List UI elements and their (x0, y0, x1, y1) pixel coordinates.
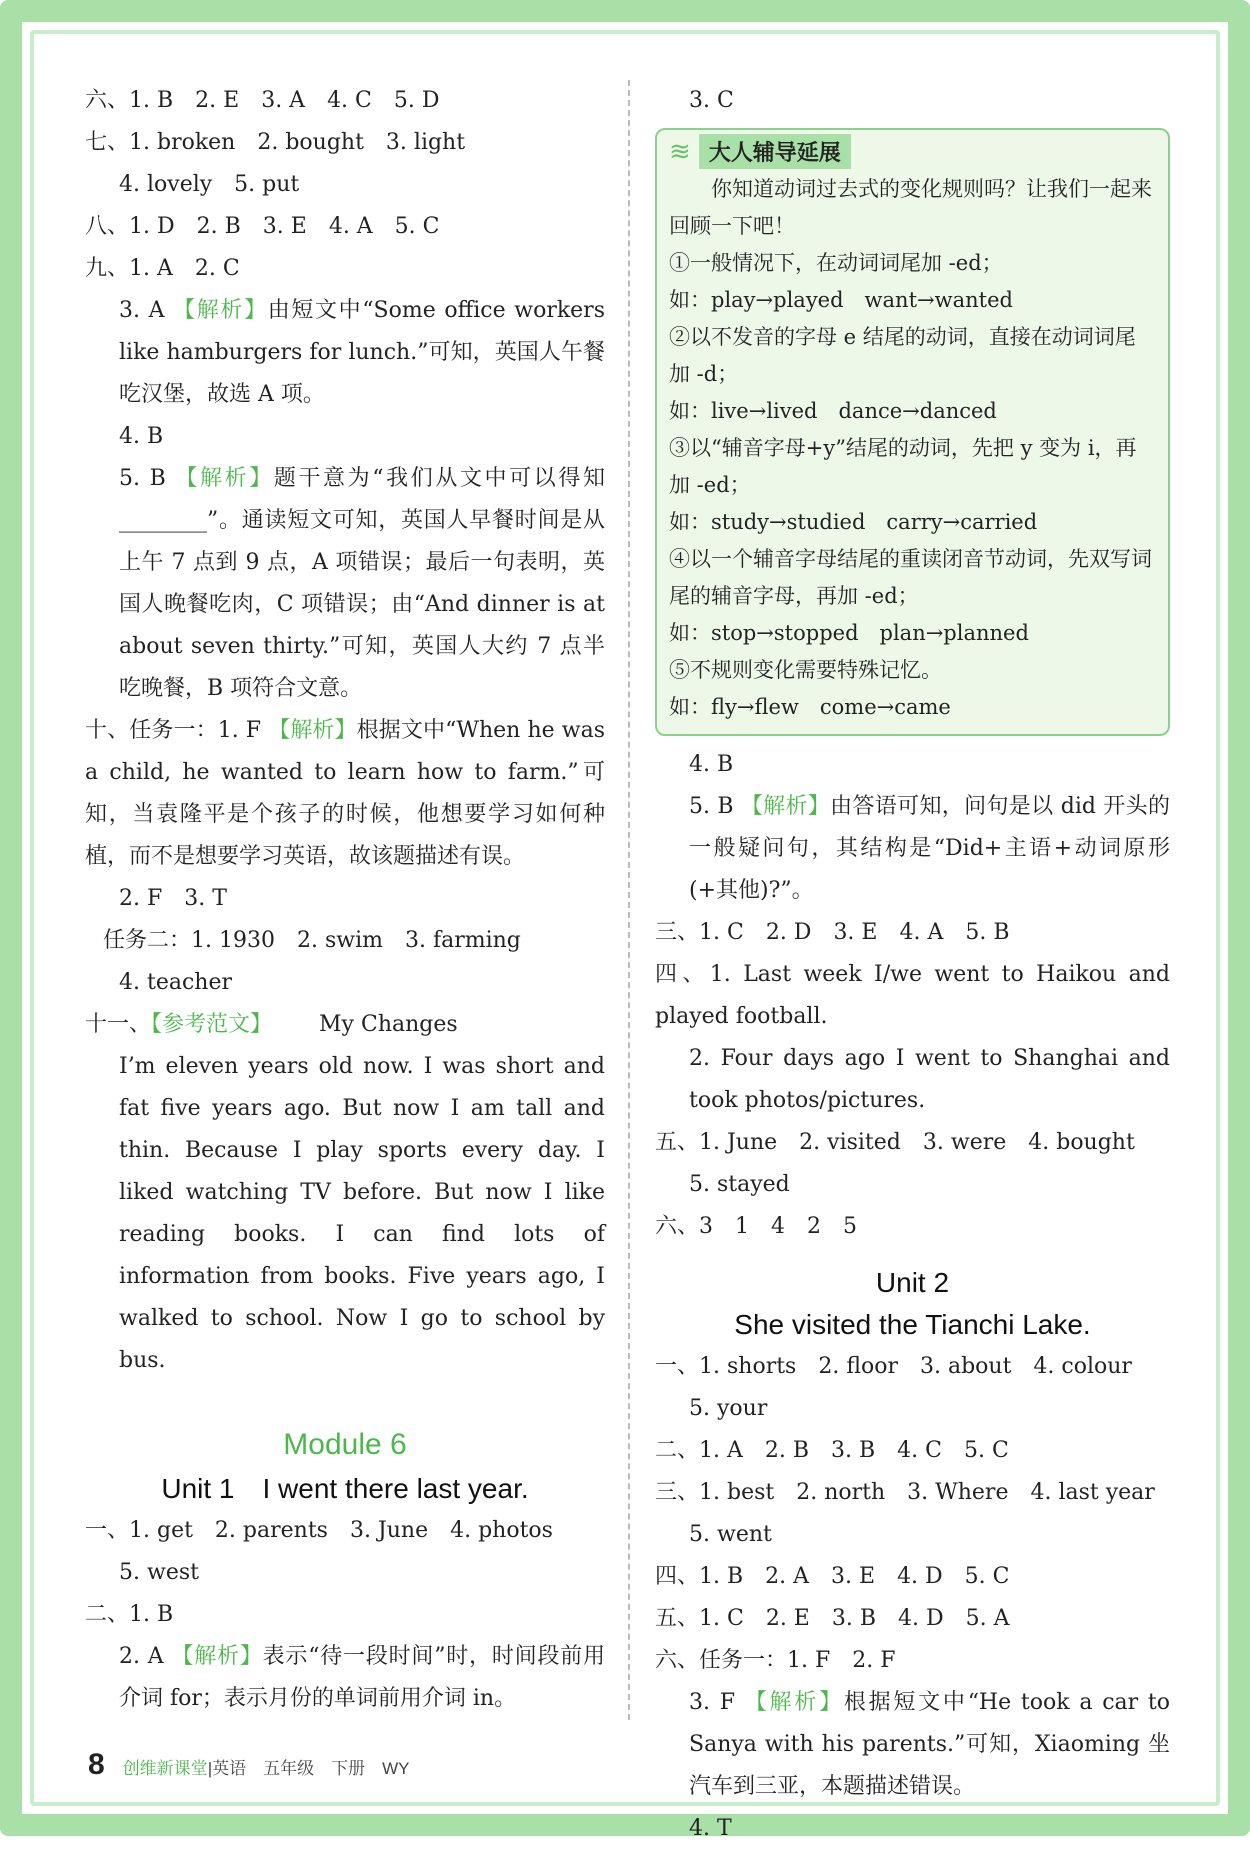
answer-line: 5. stayed (689, 1172, 790, 1197)
box-line: 如：live→lived dance→danced (669, 399, 997, 423)
answer-line: 四、1. Last week I/we went to Haikou and played football. (655, 962, 1170, 1029)
answer-line: 2. F 3. T (119, 886, 227, 911)
essay-title: My Changes (319, 1012, 458, 1037)
box-header (669, 134, 1156, 169)
essay-body: I’m eleven years old now. I was short and fat five years ago. But now I am tall and thin. Because I play sports every day. I liked watching TV before. But now I like reading books. I can find lots of information from books. Five years ago, I walked to school. Now I go to school by bus. (119, 1054, 605, 1373)
box-line: ④以一个辅音字母结尾的重读闭音节动词，先双写词尾的辅音字母，再加 -ed； (669, 547, 1152, 608)
answer-line: 一、1. get 2. parents 3. June 4. photos (85, 1518, 553, 1543)
question-number: 十、任务一：1. F (85, 718, 262, 743)
box-title: 大人辅导延展 (699, 134, 851, 169)
answer-line: 六、3 1 4 2 5 (655, 1214, 857, 1239)
answer-line: 5. west (119, 1560, 199, 1585)
explanation (655, 786, 1170, 912)
left-column (85, 80, 605, 1720)
unit-title: Unit 2 (875, 1267, 950, 1298)
answer-line: 5. your (689, 1396, 768, 1421)
question-number: 十一、 (85, 1012, 152, 1037)
answer-line: 三、1. C 2. D 3. E 4. A 5. B (655, 920, 1010, 945)
answer-line: 4. T (689, 1816, 732, 1841)
explanation (85, 290, 605, 416)
footer-text (123, 1754, 410, 1779)
explanation-text: 根据文中“When he was a child, he wanted to learn how to farm.”可知，当袁隆平是个孩子的时候，他想要学习如何种植，而不是想要学习英语，故该题描述有误。 (85, 718, 605, 869)
answer-line: 5. went (689, 1522, 772, 1547)
box-line: ②以不发音的字母 e 结尾的动词，直接在动词词尾加 -d； (669, 325, 1136, 386)
explanation (85, 710, 605, 878)
footer-info: |英语 五年级 下册 WY (207, 1759, 410, 1778)
module-title: Module 6 (283, 1428, 407, 1461)
box-line: 如：study→studied carry→carried (669, 510, 1038, 534)
unit-title: Unit 1 I went there last year. (161, 1473, 529, 1504)
answer-line: 三、1. best 2. north 3. Where 4. last year (655, 1480, 1155, 1505)
answer-line: 六、1. B 2. E 3. A 4. C 5. D (85, 88, 440, 113)
box-line: ③以“辅音字母+y”结尾的动词，先把 y 变为 i，再加 -ed； (669, 436, 1137, 497)
explanation (655, 1682, 1170, 1808)
explanation-text: 根据短文中“He took a car to Sanya with his parents.”可知，Xiaoming 坐汽车到三亚，本题描述错误。 (689, 1690, 1170, 1799)
answer-line: 一、1. shorts 2. floor 3. about 4. colour (655, 1354, 1132, 1379)
answer-line: 五、1. C 2. E 3. B 4. D 5. A (655, 1606, 1010, 1631)
question-number: 5. B (119, 466, 166, 491)
jiexi-tag: 【解析】 (268, 718, 357, 743)
jiexi-tag: 【解析】 (175, 466, 274, 491)
box-line: 如：fly→flew come→came (669, 695, 951, 719)
question-number: 2. A (119, 1644, 164, 1669)
page-footer (88, 1748, 410, 1782)
explanation-text: 由答语可知，问句是以 did 开头的一般疑问句，其结构是“Did+主语+动词原形(+其他)?”。 (689, 794, 1170, 903)
question-number: 5. B (689, 794, 734, 819)
answer-line: 四、1. B 2. A 3. E 4. D 5. C (655, 1564, 1010, 1589)
column-divider (628, 80, 630, 1720)
box-line: 如：stop→stopped plan→planned (669, 621, 1029, 645)
answer-line: 4. B (689, 752, 734, 777)
explanation-text: 题干意为“我们从文中可以得知________”。通读短文可知，英国人早餐时间是从上午 7 点到 9 点，A 项错误；最后一句表明，英国人晚餐吃肉，C 项错误；由“And dinner is at about seven thirty.”可知，英国人大约 7 点半吃晚餐，B 项符合文意。 (119, 466, 605, 701)
answer-line: 2. Four days ago I went to Shanghai and took photos/pictures. (689, 1046, 1170, 1113)
jiexi-tag: 【解析】 (173, 298, 268, 323)
jiexi-tag: 【解析】 (740, 794, 831, 819)
answer-line: 3. C (689, 88, 734, 113)
box-line: 你知道动词过去式的变化规则吗？让我们一起来回顾一下吧！ (669, 177, 1152, 238)
box-line: 如：play→played want→wanted (669, 288, 1013, 312)
tutoring-box (655, 128, 1170, 736)
box-line: ①一般情况下，在动词词尾加 -ed； (669, 251, 1003, 275)
answer-line: 二、1. B (85, 1602, 174, 1627)
answer-line: 任务二：1. 1930 2. swim 3. farming (103, 928, 521, 953)
box-line: ⑤不规则变化需要特殊记忆。 (669, 658, 942, 682)
unit-subtitle: She visited the Tianchi Lake. (734, 1309, 1091, 1340)
answer-line: 4. teacher (119, 970, 232, 995)
essay-header (85, 1004, 605, 1046)
question-number: 3. F (689, 1690, 736, 1715)
footer-brand: 创维新课堂 (122, 1759, 208, 1778)
explanation-text: 表示“待一段时间”时，时间段前用介词 for；表示月份的单词前用介词 in。 (119, 1644, 605, 1711)
answer-line: 八、1. D 2. B 3. E 4. A 5. C (85, 214, 440, 239)
answer-line: 六、任务一：1. F 2. F (655, 1648, 896, 1673)
jiexi-tag: 【解析】 (744, 1690, 844, 1715)
answer-line: 4. lovely 5. put (119, 172, 300, 197)
page-number: 8 (88, 1748, 105, 1781)
explanation (85, 1636, 605, 1720)
answer-line: 七、1. broken 2. bought 3. light (85, 130, 466, 155)
answer-line: 二、1. A 2. B 3. B 4. C 5. C (655, 1438, 1009, 1463)
answer-line: 4. B (119, 424, 164, 449)
reference-tag: 【参考范文】 (151, 1012, 273, 1037)
explanation-text: 由短文中“Some office workers like hamburgers for lunch.”可知，英国人午餐吃汉堡，故选 A 项。 (119, 298, 605, 407)
answer-line: 九、1. A 2. C (85, 256, 240, 281)
right-column (655, 80, 1170, 1850)
jiexi-tag: 【解析】 (171, 1644, 263, 1669)
explanation (85, 458, 605, 710)
answer-line: 五、1. June 2. visited 3. were 4. bought (655, 1130, 1135, 1155)
wave-icon: ≋ (669, 136, 691, 167)
question-number: 3. A (119, 298, 165, 323)
